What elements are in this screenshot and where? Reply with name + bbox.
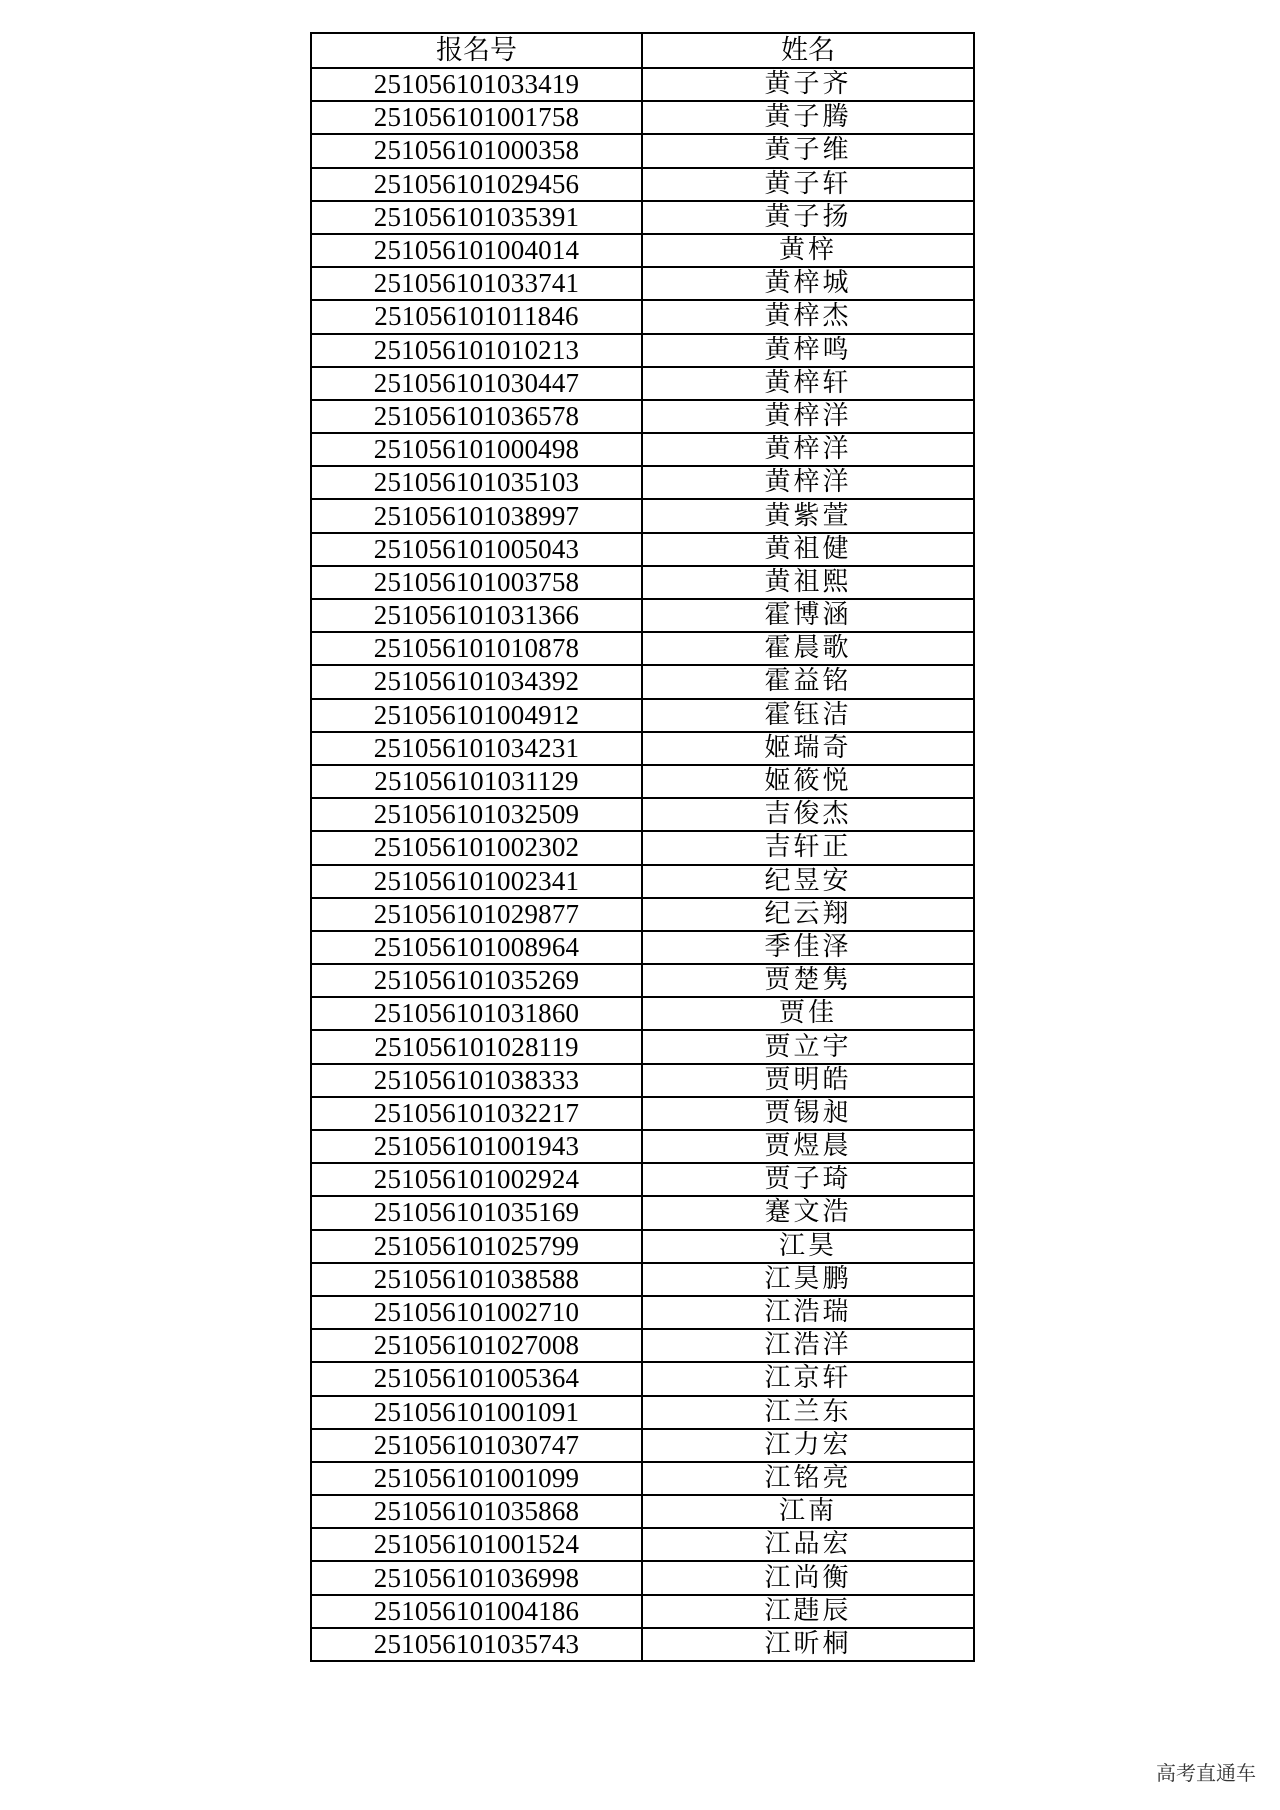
table-row xyxy=(311,632,974,665)
table-row xyxy=(311,1595,974,1628)
registration-number-cell: 251056101035391 xyxy=(311,201,642,234)
header-name: 姓名 xyxy=(642,33,974,68)
name-cell: 黄子轩 xyxy=(642,168,974,201)
registration-number-cell: 251056101005364 xyxy=(311,1362,642,1395)
table-row xyxy=(311,201,974,234)
registration-number-cell: 251056101003758 xyxy=(311,566,642,599)
registration-number-cell: 251056101035103 xyxy=(311,466,642,499)
registration-number-cell: 251056101030447 xyxy=(311,367,642,400)
registration-number-cell: 251056101031860 xyxy=(311,997,642,1030)
registration-number-cell: 251056101001099 xyxy=(311,1462,642,1495)
table-row xyxy=(311,1130,974,1163)
registration-number-cell: 251056101011846 xyxy=(311,300,642,333)
registration-number-cell: 251056101002341 xyxy=(311,865,642,898)
name-cell: 霍晨歌 xyxy=(642,632,974,665)
table-header-row xyxy=(311,33,974,68)
table-row xyxy=(311,1230,974,1263)
table-row xyxy=(311,732,974,765)
name-cell: 黄紫萱 xyxy=(642,499,974,532)
name-cell: 江昕桐 xyxy=(642,1628,974,1661)
header-registration-number: 报名号 xyxy=(311,33,642,68)
name-cell: 蹇文浩 xyxy=(642,1196,974,1229)
name-cell: 姬筱悦 xyxy=(642,765,974,798)
table-row xyxy=(311,765,974,798)
name-cell: 黄子腾 xyxy=(642,101,974,134)
name-cell: 江尚衡 xyxy=(642,1561,974,1594)
registration-number-cell: 251056101001091 xyxy=(311,1396,642,1429)
table-row xyxy=(311,831,974,864)
registration-number-cell: 251056101010213 xyxy=(311,334,642,367)
name-cell: 黄梓洋 xyxy=(642,433,974,466)
name-cell: 黄子扬 xyxy=(642,201,974,234)
name-cell: 纪云翔 xyxy=(642,898,974,931)
table-row xyxy=(311,1561,974,1594)
name-cell: 江力宏 xyxy=(642,1429,974,1462)
name-cell: 季佳泽 xyxy=(642,931,974,964)
table-row xyxy=(311,931,974,964)
table-row xyxy=(311,234,974,267)
registration-number-cell: 251056101025799 xyxy=(311,1230,642,1263)
name-cell: 黄梓杰 xyxy=(642,300,974,333)
table-row xyxy=(311,1362,974,1395)
registration-number-cell: 251056101032217 xyxy=(311,1097,642,1130)
table-row xyxy=(311,533,974,566)
registration-number-cell: 251056101038997 xyxy=(311,499,642,532)
table-row xyxy=(311,1097,974,1130)
table-row xyxy=(311,798,974,831)
table-row xyxy=(311,334,974,367)
table-row xyxy=(311,1196,974,1229)
name-cell: 霍博涵 xyxy=(642,599,974,632)
table-row xyxy=(311,267,974,300)
registration-table xyxy=(310,32,975,1662)
registration-number-cell: 251056101002924 xyxy=(311,1163,642,1196)
name-cell: 江南 xyxy=(642,1495,974,1528)
name-cell: 江韪辰 xyxy=(642,1595,974,1628)
name-cell: 黄梓城 xyxy=(642,267,974,300)
table-body xyxy=(311,68,974,1661)
name-cell: 黄梓鸣 xyxy=(642,334,974,367)
table-row xyxy=(311,1528,974,1561)
registration-number-cell: 251056101034392 xyxy=(311,665,642,698)
name-cell: 贾锡昶 xyxy=(642,1097,974,1130)
registration-number-cell: 251056101036578 xyxy=(311,400,642,433)
registration-number-cell: 251056101005043 xyxy=(311,533,642,566)
watermark-text: 高考直通车 xyxy=(1156,1761,1256,1785)
name-cell: 贾楚隽 xyxy=(642,964,974,997)
name-cell: 贾煜晨 xyxy=(642,1130,974,1163)
registration-number-cell: 251056101027008 xyxy=(311,1329,642,1362)
table-row xyxy=(311,964,974,997)
registration-number-cell: 251056101028119 xyxy=(311,1030,642,1063)
table-row xyxy=(311,367,974,400)
registration-number-cell: 251056101010878 xyxy=(311,632,642,665)
table-row xyxy=(311,566,974,599)
registration-number-cell: 251056101035269 xyxy=(311,964,642,997)
registration-number-cell: 251056101034231 xyxy=(311,732,642,765)
registration-number-cell: 251056101004014 xyxy=(311,234,642,267)
table-row xyxy=(311,168,974,201)
table-row xyxy=(311,898,974,931)
name-cell: 贾立宇 xyxy=(642,1030,974,1063)
registration-number-cell: 251056101029877 xyxy=(311,898,642,931)
name-cell: 江京轩 xyxy=(642,1362,974,1395)
registration-number-cell: 251056101000498 xyxy=(311,433,642,466)
name-cell: 黄祖熙 xyxy=(642,566,974,599)
name-cell: 黄子维 xyxy=(642,134,974,167)
name-cell: 黄梓洋 xyxy=(642,466,974,499)
name-cell: 贾佳 xyxy=(642,997,974,1030)
table-row xyxy=(311,1396,974,1429)
registration-number-cell: 251056101033419 xyxy=(311,68,642,101)
registration-number-cell: 251056101001943 xyxy=(311,1130,642,1163)
name-cell: 江昊鹏 xyxy=(642,1263,974,1296)
table-row xyxy=(311,1163,974,1196)
table-row xyxy=(311,1064,974,1097)
registration-number-cell: 251056101008964 xyxy=(311,931,642,964)
table-row xyxy=(311,1329,974,1362)
name-cell: 江铭亮 xyxy=(642,1462,974,1495)
table-row xyxy=(311,1263,974,1296)
name-cell: 黄祖健 xyxy=(642,533,974,566)
registration-number-cell: 251056101002302 xyxy=(311,831,642,864)
table-row xyxy=(311,134,974,167)
registration-number-cell: 251056101032509 xyxy=(311,798,642,831)
registration-number-cell: 251056101038333 xyxy=(311,1064,642,1097)
registration-number-cell: 251056101031366 xyxy=(311,599,642,632)
registration-number-cell: 251056101004912 xyxy=(311,699,642,732)
registration-number-cell: 251056101001524 xyxy=(311,1528,642,1561)
name-cell: 黄梓 xyxy=(642,234,974,267)
registration-number-cell: 251056101035169 xyxy=(311,1196,642,1229)
name-cell: 江浩瑞 xyxy=(642,1296,974,1329)
registration-number-cell: 251056101038588 xyxy=(311,1263,642,1296)
table-row xyxy=(311,865,974,898)
table-row xyxy=(311,300,974,333)
name-cell: 贾明皓 xyxy=(642,1064,974,1097)
registration-number-cell: 251056101000358 xyxy=(311,134,642,167)
table-row xyxy=(311,1462,974,1495)
registration-number-cell: 251056101035868 xyxy=(311,1495,642,1528)
name-cell: 黄梓洋 xyxy=(642,400,974,433)
registration-number-cell: 251056101033741 xyxy=(311,267,642,300)
name-cell: 吉俊杰 xyxy=(642,798,974,831)
table-row xyxy=(311,1429,974,1462)
registration-number-cell: 251056101036998 xyxy=(311,1561,642,1594)
name-cell: 吉轩正 xyxy=(642,831,974,864)
name-cell: 霍钰洁 xyxy=(642,699,974,732)
registration-number-cell: 251056101002710 xyxy=(311,1296,642,1329)
table-row xyxy=(311,499,974,532)
name-cell: 黄子齐 xyxy=(642,68,974,101)
name-cell: 纪昱安 xyxy=(642,865,974,898)
name-cell: 江品宏 xyxy=(642,1528,974,1561)
name-cell: 江兰东 xyxy=(642,1396,974,1429)
name-cell: 江浩洋 xyxy=(642,1329,974,1362)
name-cell: 霍益铭 xyxy=(642,665,974,698)
name-cell: 贾子琦 xyxy=(642,1163,974,1196)
table-row xyxy=(311,101,974,134)
registration-number-cell: 251056101029456 xyxy=(311,168,642,201)
table-row xyxy=(311,1030,974,1063)
registration-number-cell: 251056101035743 xyxy=(311,1628,642,1661)
registration-number-cell: 251056101001758 xyxy=(311,101,642,134)
name-cell: 黄梓轩 xyxy=(642,367,974,400)
table-row xyxy=(311,433,974,466)
table-row xyxy=(311,997,974,1030)
registration-number-cell: 251056101030747 xyxy=(311,1429,642,1462)
table-row xyxy=(311,699,974,732)
table-row xyxy=(311,68,974,101)
table-row xyxy=(311,400,974,433)
registration-number-cell: 251056101004186 xyxy=(311,1595,642,1628)
table-row xyxy=(311,599,974,632)
table-row xyxy=(311,665,974,698)
name-cell: 姬瑞奇 xyxy=(642,732,974,765)
name-cell: 江昊 xyxy=(642,1230,974,1263)
table-row xyxy=(311,1296,974,1329)
table-row xyxy=(311,1628,974,1661)
table-row xyxy=(311,466,974,499)
table-row xyxy=(311,1495,974,1528)
registration-number-cell: 251056101031129 xyxy=(311,765,642,798)
